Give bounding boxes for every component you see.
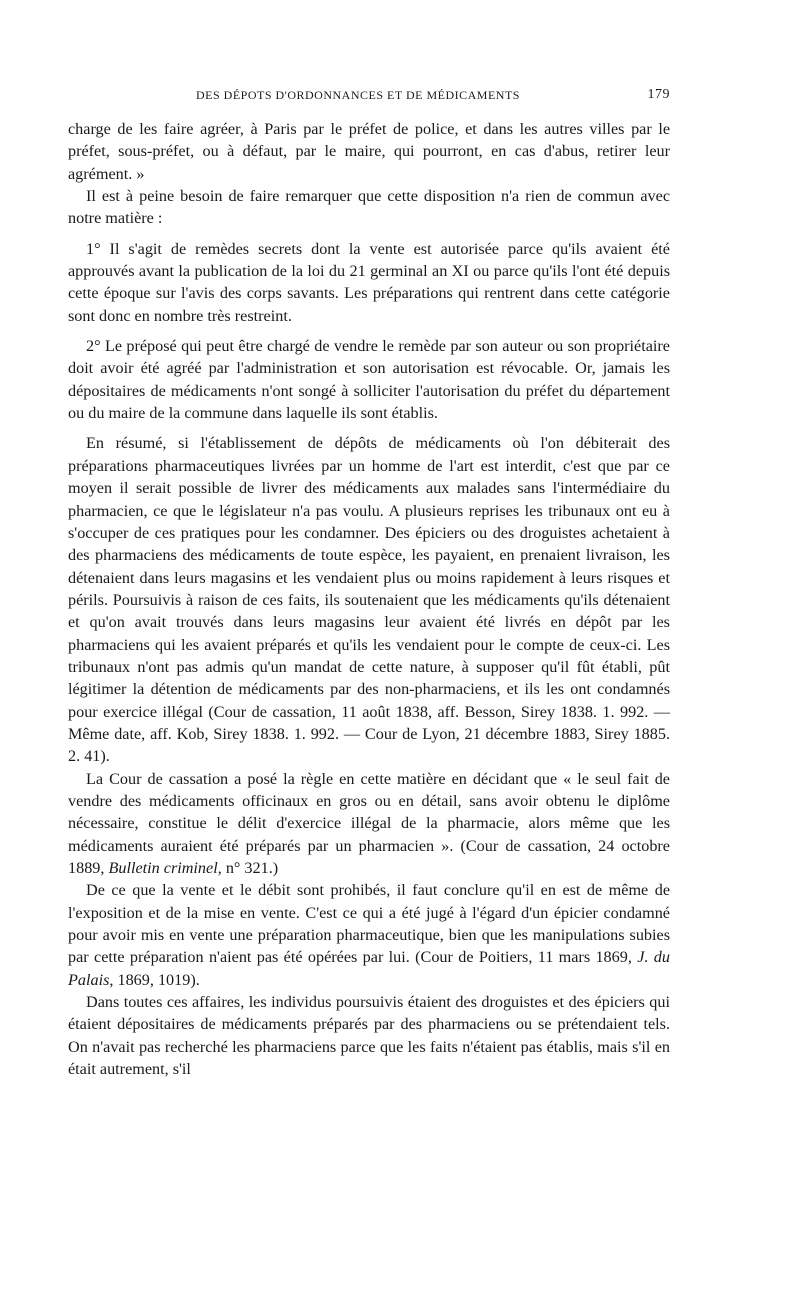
paragraph-continuation: charge de les faire agréer, à Paris par le préfet de police, et dans les autres villes par le préfet, sous-préfet, ou à défaut, par le maire, qui pourront, en cas d'abus, retirer leur agrément. » — [68, 120, 670, 183]
paragraph-exposition — [68, 879, 670, 991]
paragraph-text: , 1869, 1019). — [109, 970, 200, 989]
running-header — [68, 84, 670, 110]
paragraph-summary: En résumé, si l'établissement de dépôts de médicaments où l'on débiterait des préparations pharmaceutiques livrées par un homme de l'art est interdit, c'est que par ce moyen il serait possible de livrer des médicaments aux malades sans l'intermédiaire du pharmacien, ce que le législateur n'a pas voulu. A plusieurs reprises les tribunaux ont eu à s'occuper de ces pratiques pour les condamner. Des épiciers ou des droguistes achetaient à des pharmaciens des médicaments de toute espèce, les payaient, en prenaient livraison, les détenaient dans leurs magasins et les vendaient plus ou moins rapidement à leurs risques et périls. Poursuivis à raison de ces faits, ils soutenaient que les médicaments qu'ils détenaient et qu'on avait trouvés dans leurs magasins leur avaient été livrés en dépôt par les pharmaciens qui les avaient préparés et qu'ils les vendaient pour le compte de ceux-ci. Les tribunaux n'ont pas admis qu'un mandat de cette nature, à supposer qu'il fût établi, pût légitimer la détention de médicaments par des non-pharmaciens, et ils les ont condamnés pour exercice illégal (Cour de cassation, 11 août 1838, aff. Besson, Sirey 1838. 1. 992. — Même date, aff. Kob, Sirey 1838. 1. 992. — Cour de Lyon, 21 décembre 1883, Sirey 1885. 2. 41). — [68, 434, 670, 766]
paragraph-text: De ce que la vente et le débit sont prohibés, il faut conclure qu'il en est de même de l'exposition et de la mise en vente. C'est ce qui a été jugé à l'égard d'un épicier condamné pour avoir mis en vente une préparation pharmaceutique, bien que les manipulations subies par cette préparation n'aient pas été opérées par lui. (Cour de Poitiers, 11 mars 1869, — [68, 881, 670, 967]
paragraph-text: La Cour de cassation a posé la règle en cette matière en décidant que « le seul fait de vendre des médicaments officinaux en gros ou en détail, sans avoir obtenu le diplôme nécessaire, constitue le délit d'exercice illégal de la pharmacie, alors même que les médicaments auraient été préparés par un pharmacien ». (Cour de cassation, 24 octobre 1889, — [68, 769, 670, 877]
paragraph: Il est à peine besoin de faire remarquer que cette disposition n'a rien de commun avec notre matière : — [68, 187, 670, 228]
paragraph-point-1: 1° Il s'agit de remèdes secrets dont la vente est autorisée parce qu'ils avaient été approuvés avant la publication de la loi du 21 germinal an XI ou parce qu'ils l'ont été depuis cette époque sur l'avis des corps savants. Les préparations qui rentrent dans cette catégorie sont donc en nombre très restreint. — [68, 239, 670, 325]
paragraph-text: , n° 321.) — [217, 859, 279, 877]
citation-title: Bulletin criminel — [108, 859, 218, 877]
paragraph-cassation — [68, 768, 670, 880]
running-title: DES DÉPOTS D'ORDONNANCES ET DE MÉDICAMENTS — [196, 88, 520, 102]
paragraph-affaires: Dans toutes ces affaires, les individus poursuivis étaient des droguistes et des épiciers qui étaient dépositaires de médicaments préparés par des pharmaciens ou se prétendaient tels. On n'avait pas recherché les pharmaciens parce que les faits n'étaient pas établis, mais s'il en était autrement, s'il — [68, 993, 670, 1079]
book-page — [68, 84, 670, 1080]
page-body — [68, 118, 670, 1080]
citation-title: J. du Palais — [68, 948, 670, 989]
paragraph-point-2: 2° Le préposé qui peut être chargé de vendre le remède par son auteur ou son propriétaire doit avoir été agréé par l'administration et son autorisation est révocable. Or, jamais les dépositaires de médicaments n'ont songé à solliciter l'autorisation du préfet du département ou du maire de la commune dans laquelle ils sont établis. — [68, 337, 670, 423]
page-number: 179 — [647, 87, 670, 102]
